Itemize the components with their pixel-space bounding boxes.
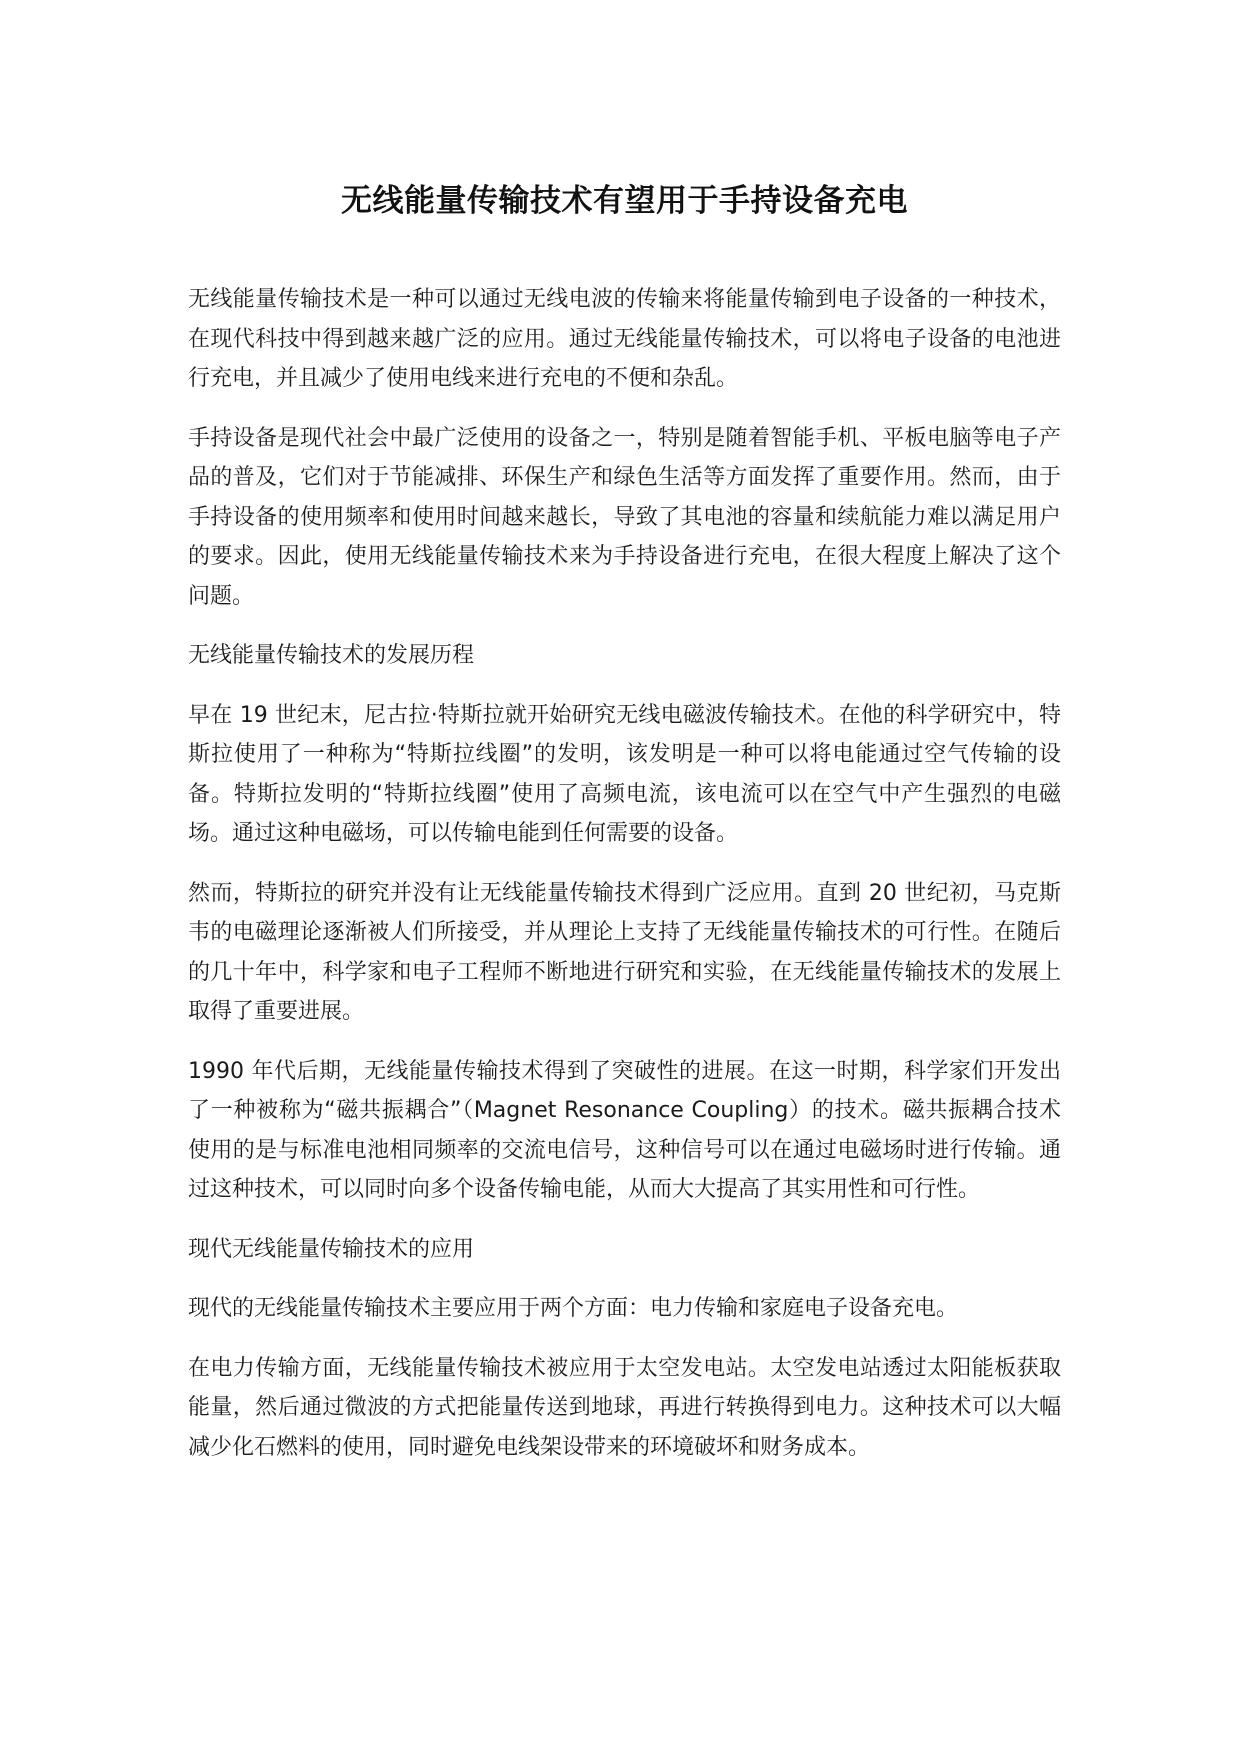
paragraph-applications-overview: 现代的无线能量传输技术主要应用于两个方面：电力传输和家庭电子设备充电。 [188,1296,959,1321]
paragraph-maxwell: 然而，特斯拉的研究并没有让无线能量传输技术得到广泛应用。直到 20 世纪初，马克斯韦的电磁理论逐渐被人们所接受，并从理论上支持了无线能量传输技术的可行性。在随后的几十年中，科学家和电子工程师不断地进行研究和实验，在无线能量传输技术的发展上取得了重要进展。 [188,880,1061,1024]
document-title: 无线能量传输技术有望用于手持设备充电 [341,183,908,219]
paragraph-intro: 无线能量传输技术是一种可以通过无线电波的传输来将能量传输到电子设备的一种技术，在现代科技中得到越来越广泛的应用。通过无线能量传输技术，可以将电子设备的电池进行充电，并且减少了使用电线来进行充电的不便和杂乱。 [188,287,1061,391]
paragraph-power-transmission: 在电力传输方面，无线能量传输技术被应用于太空发电站。太空发电站透过太阳能板获取能量，然后通过微波的方式把能量传送到地球，再进行转换得到电力。这种技术可以大幅减少化石燃料的使用，同时避免电线架设带来的环境破坏和财务成本。 [188,1355,1061,1460]
section-heading-applications: 现代无线能量传输技术的应用 [188,1236,475,1262]
section-heading-history: 无线能量传输技术的发展历程 [188,643,475,668]
paragraph-1990s: 1990 年代后期，无线能量传输技术得到了突破性的进展。在这一时期，科学家们开发出了一种被称为“磁共振耦合”（Magnet Resonance Coupling）的技术。磁共振耦合技术使用的是与标准电池相同频率的交流电信号，这种信号可以在通过电磁场时进行传输。通过这种技术，可以同时向多个设备传输电能，从而大大提高了其实用性和可行性。 [188,1058,1061,1202]
paragraph-tesla: 早在 19 世纪末，尼古拉·特斯拉就开始研究无线电磁波传输技术。在他的科学研究中，特斯拉使用了一种称为“特斯拉线圈”的发明，该发明是一种可以将电能通过空气传输的设备。特斯拉发明的“特斯拉线圈”使用了高频电流，该电流可以在空气中产生强烈的电磁场。通过这种电磁场，可以传输电能到任何需要的设备。 [188,702,1061,846]
paragraph-handheld-devices: 手持设备是现代社会中最广泛使用的设备之一，特别是随着智能手机、平板电脑等电子产品的普及，它们对于节能减排、环保生产和绿色生活等方面发挥了重要作用。然而，由于手持设备的使用频率和使用时间越来越长，导致了其电池的容量和续航能力难以满足用户的要求。因此，使用无线能量传输技术来为手持设备进行充电，在很大程度上解决了这个问题。 [188,425,1061,609]
document-body [188,280,1061,1467]
